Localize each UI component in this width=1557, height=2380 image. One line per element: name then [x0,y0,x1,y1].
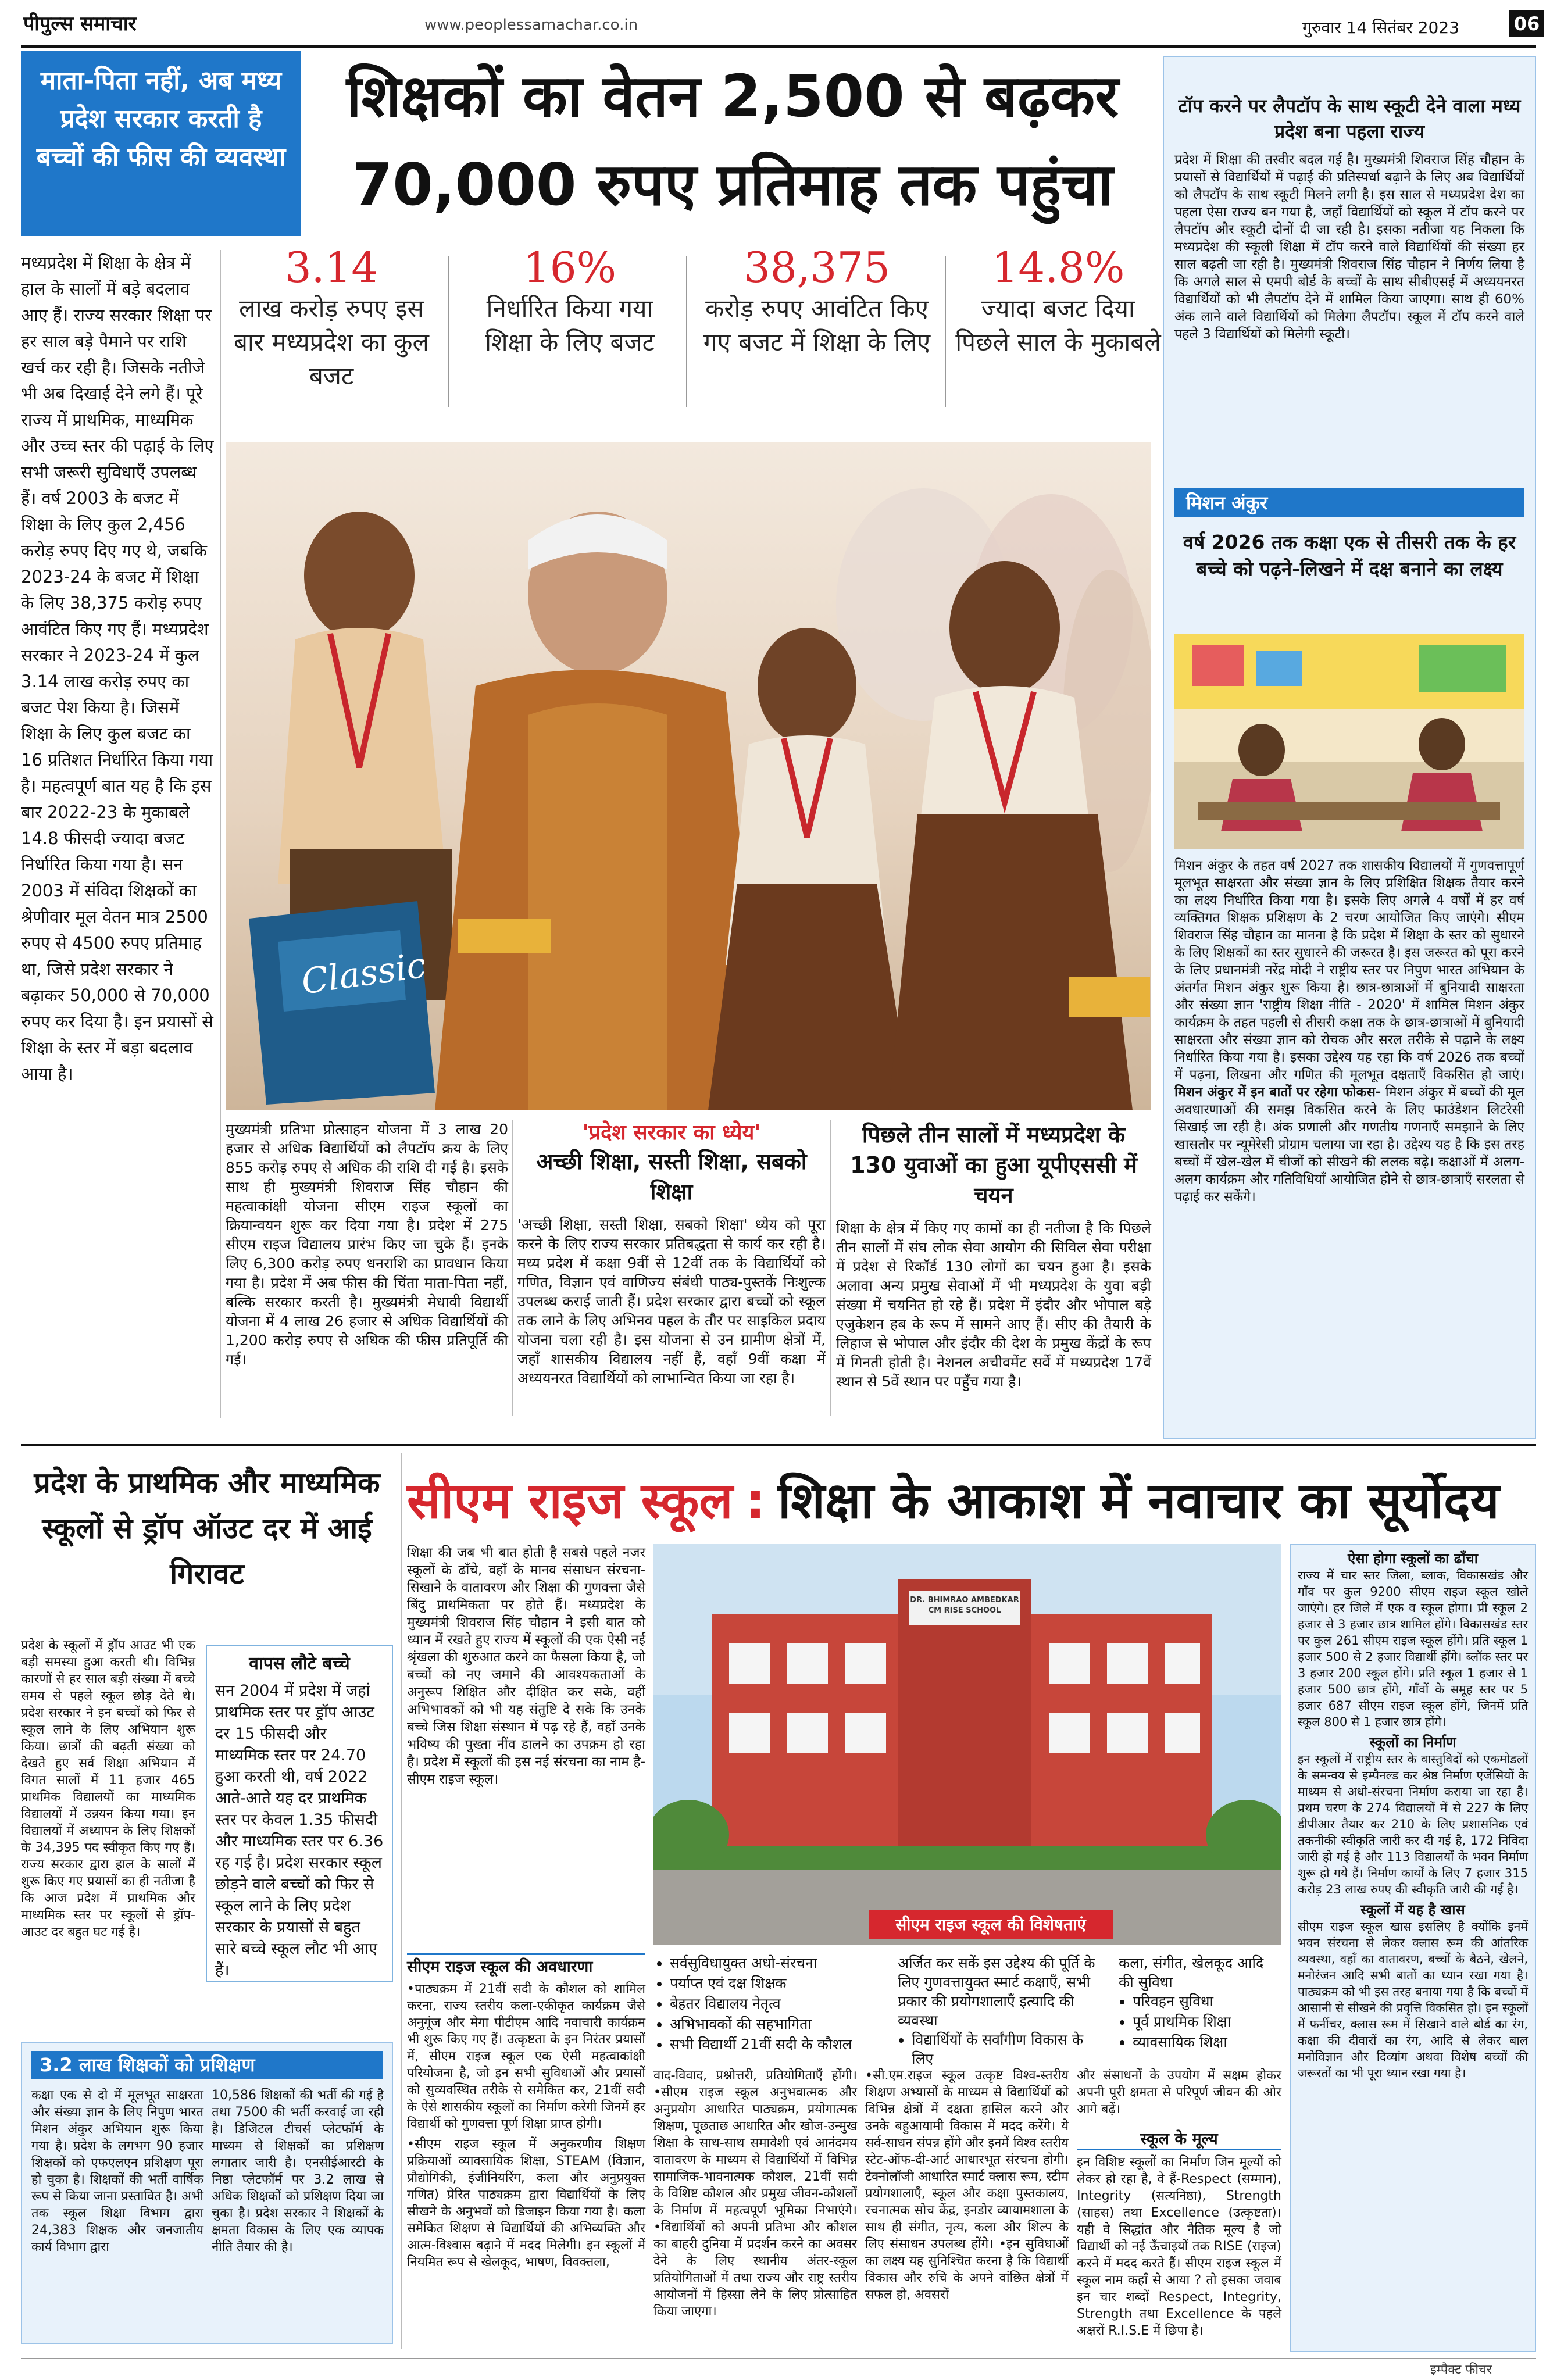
goal-body: 'अच्छी शिक्षा, सस्ती शिक्षा, सबको शिक्षा' ध्येय को पूरा करने के लिए राज्य सरकार प्रतिबद्धता से कार्य कर रही है। मध्य प्रदेश में कक्षा 9वीं से 12वीं तक के विद्यार्थियों को गणित, विज्ञान एवं वाणिज्य संबंधी पाठ्य-पुस्तकें निःशुल्क उपलब्ध कराई जाती हैं। प्रदेश सरकार द्वारा बच्चों को स्कूल तक लाने के लिए अभिनव पहल के तौर पर साइकिल प्रदाय योजना चला रही है। इस योजना से उन ग्रामीण क्षेत्रों में, जहाँ शासकीय विद्यालय नहीं हैं, वहाँ 9वीं कक्षा में अध्ययनरत विद्यार्थियों को लाभान्वित किया जा रहा है। [517,1216,826,1386]
mission-title: वर्ष 2026 तक कक्षा एक से तीसरी तक के हर बच्चे को पढ़ने-लिखने में दक्ष बनाने का लक्ष्य [1183,531,1516,580]
mid-column-2 [865,2067,1069,2358]
stat-allocated [695,243,939,359]
cm-rise-title: शिक्षा के आकाश में नवाचार का सूर्योदय [778,1472,1499,1530]
section-rule [21,1444,1536,1446]
mid-column-1 [653,2067,857,2358]
stat-divider [945,256,946,407]
kicker-box [21,51,301,236]
back-body: सन 2004 में प्रदेश में जहां प्राथमिक स्तर पर ड्रॉप आउट दर 15 फीसदी और माध्यमिक स्तर पर 24.70 हुआ करती थी, वर्ष 2022 आते-आते यह दर प्राथमिक स्तर पर केवल 1.35 फीसदी और माध्यमिक स्तर पर 6.36 रह गई है। प्रदेश सरकार स्कूल छोड़ने वाले बच्चों को फिर से स्कूल लाने के लिए प्रदेश सरकार के प्रयासों से बहुत सारे बच्चे स्कूल लौट भी आए हैं। [215,1682,384,1979]
features-box [653,1953,1281,2067]
features-c-lead: कला, संगीत, खेलकूद आदि की सुविधा [1119,1954,1264,1991]
headline-line-2: 70,000 रुपए प्रतिमाह तक पहुंचा [352,151,1113,219]
feature-item: • परिवहन सुविधा [1133,1992,1281,2011]
main-photo-children [226,442,1151,1110]
building-body: इन स्कूलों में राष्ट्रीय स्तर के वास्तुविदों को एकमोडलों के समन्वय से इम्पैनल्ड कर श्रेष्ठ निर्माण एजेंसियों के माध्यम से अधो-संरचना निर्माण कराया जा रहा है। प्रथम चरण के 274 विद्यालयों में से 227 के लिए डीपीआर तैयार कर 210 के लिए प्रशासनिक एवं तकनीकी स्वीकृति जारी कर दी गई है, 172 निविदा जारी हो गई है और 113 विद्यालयों के भवन निर्माण शुरू हो गये हैं। निर्माण कार्यों के लिए 7 हजार 315 करोड़ 23 लाख रुपए की स्वीकृति जारी की गई है। [1298,1752,1528,1896]
back-box [206,1645,393,1982]
school-sign: DR. BHIMRAO AMBEDKAR CM RISE SCHOOL [910,1596,1019,1615]
masthead-date: गुरुवार 14 सितंबर 2023 [1302,18,1459,37]
feature-item: • सभी विद्यार्थी 21वीं सदी के कौशल [670,2035,902,2054]
goal-title: अच्छी शिक्षा, सस्ती शिक्षा, सबको शिक्षा [536,1149,807,1205]
mid-column-2-text: •सी.एम.राइज स्कूल उत्कृष्ट विश्व-स्तरीय शिक्षण अभ्यासों के माध्यम से विद्यार्थियों को विभिन्न क्षेत्रों में दक्षता हासिल करने और उनके बहुआयामी विकास में मदद करेंगे। ये सर्व-साधन संपन्न होंगे और इनमें विश्व स्तरीय स्टेट-ऑफ-दी-आर्ट आधारभूत संरचना होगी। टेक्नोलॉजी आधारित स्मार्ट क्लास रूम, स्टीम प्रयोगशालाएँ, स्कूल और कक्षा पुस्तकालय, रचनात्मक सोच केंद्र, इनडोर व्यायामशाला के साथ ही संगीत, नृत्य, कला और शिल्प के लिए संसाधन उपलब्ध होंगे। •इन सुविधाओं का लक्ष्य यह सुनिश्चित करना है कि विद्यार्थी विकास और रुचि के अपने वांछित क्षेत्रों में सफल हो, अवसरों [865,2068,1069,2302]
caption-text: मुख्यमंत्री प्रतिभा प्रोत्साहन योजना में 3 लाख 20 हजार से अधिक विद्यार्थियों को लैपटॉप क्रय के लिए 855 करोड़ रुपए से अधिक की राशि दी गई है। इसके साथ ही मुख्यमंत्री शिवराज सिंह चौहान की महत्वाकांक्षी योजना सीएम राइज स्कूलों का क्रियान्वयन शुरू कर दिया गया है। प्रदेश में 275 सीएम राइज विद्यालय प्रारंभ किए जा चुके हैं। इनके लिए 6,300 करोड़ रुपए धनराशि का प्रावधान किया गया है। प्रदेश में अब फीस की चिंता माता-पिता नहीं, बल्कि सरकार करती है। मुख्यमंत्री मेधावी विद्यार्थी योजना में 4 लाख 26 हजार से अधिक विद्यार्थियों की 1,200 करोड़ रुपए से अधिक की फीस प्रतिपूर्ति की गई। [226,1121,508,1368]
features-list-b [898,2030,1107,2068]
values-title: स्कूल के मूल्य [1077,2129,1281,2150]
values-body: इन विशिष्ट स्कूलों का निर्माण जिन मूल्यों को लेकर हो रहा है, वे हैं-Respect (सम्मान), Integrity (सत्यनिष्ठा), Strength (साहस) तथा Excellence (उत्कृष्टता)। यही वे सिद्धांत और नैतिक मूल्य है जो विद्यार्थी को नई ऊँचाइयों तक RISE (राइज) करने में मदद करते हैं। सीएम राइज स्कूल में स्कूल नाम कहाँ से आया ? तो इसका जवाब इन चार शब्दों Respect, Integrity, Strength तथा Excellence के पहले अक्षरों R.I.S.E में छिपा है। [1077,2155,1281,2338]
goal-kicker: 'प्रदेश सरकार का ध्येय' [582,1121,761,1145]
mission-body [1174,857,1524,1427]
left-column-article [21,250,215,1424]
cm-rise-colon: : [745,1472,766,1530]
feature-item: • पूर्व प्राथमिक शिक्षा [1133,2012,1281,2031]
upsc-article [836,1120,1151,1422]
caption-article [226,1120,508,1422]
mid-column-3a: और संसाधनों के उपयोग में सक्षम होकर अपनी पूरी क्षमता से परिपूर्ण जीवन की ओर आगे बढ़ें। [1077,2068,1281,2117]
newspaper-logo: पीपुल्स समाचार [23,12,137,35]
upsc-body: शिक्षा के क्षेत्र में किए गए कामों का ही नतीजा है कि पिछले तीन सालों में संघ लोक सेवा आयोग की सिविल सेवा परीक्षा में प्रदेश से रिकॉर्ड 130 लोगों का चयन हुआ है। इसके अलावा अन्य प्रमुख सेवाओं में भी मध्यप्रदेश के युवा बड़ी संख्या में चयनित हो रहे हैं। प्रदेश में इंदौर और भोपाल बड़े एजुकेशन हब के रूप में सामने आए हैं। सीए की तैयारी के लिहाज से भोपाल और इंदौर की देश के प्रमुख केंद्रों के रूप में गिनती होती है। नेशनल अचीवमेंट सर्वे में मध्यप्रदेश 17वें स्थान से 5वें स्थान पर पहुँच गया है। [836,1220,1151,1390]
mission-tag-text: मिशन अंकुर [1186,492,1268,514]
building-title: स्कूलों का निर्माण [1369,1734,1456,1750]
masthead-rule [21,45,1536,48]
stat-increase [954,243,1163,359]
cm-rise-label: सीएम राइज स्कूल [407,1472,733,1530]
dropout-article [21,1637,195,2056]
masthead-url: www.peoplessamachar.co.in [424,16,638,34]
goal-article [517,1120,826,1422]
features-b-lead: अर्जित कर सकें इस उद्देश्य की पूर्ति के लिए गुणवत्तायुक्त स्मार्ट कक्षाएँ, सभी प्रकार की प्रयोगशालाएँ इत्यादि की व्यवस्था [898,1954,1095,2029]
structure-body: राज्य में चार स्तर जिला, ब्लाक, विकासखंड और गाँव पर कुल 9200 सीएम राइज स्कूल खोले जाएंगे। हर जिले में एक व स्कूल होगा। प्री स्कूल 2 हजार से 3 हजार छात्र शामिल होंगे। विकासखंड स्तर पर कुल 261 सीएम राइज स्कूल होंगे। प्रति स्कूल 1 हजार 500 से 2 हजार विद्यार्थी होंगे। ब्लॉक स्तर पर 3 हजार 200 स्कूल होंगे। प्रति स्कूल 1 हजार से 1 हजार 500 छात्र होंगे, गाँवों के समूह स्तर पर 5 हजार 687 सीएम राइज स्कूल होंगे, जिनमें प्रति स्कूल 800 से 1 हजार छात्र होंगे। [1298,1568,1528,1729]
stat-label: करोड़ रुपए आवंटित किए गए बजट में शिक्षा के लिए [703,294,931,356]
school-building-photo [653,1544,1281,1945]
training-right: 10,586 शिक्षकों की भर्ती की गई है तथा 7500 की भर्ती करवाई जा रही है। डिजिटल टीचर्स प्लेटफॉर्म के माध्यम से शिक्षकों का प्रशिक्षण लगातार जारी है। एनसीईआरटी के निष्ठा प्लेटफॉर्म पर 3.2 लाख से अधिक शिक्षकों को प्रशिक्षण दिया जा चुका है। प्रदेश सरकार ने शिक्षकों के क्षमता विकास के लिए एक व्यापक नीति तैयार की है। [212,2088,384,2254]
features-c [1119,1953,1281,2053]
laptop-body: प्रदेश में शिक्षा की तस्वीर बदल गई है। मुख्यमंत्री शिवराज सिंह चौहान के प्रयासों से विद्यार्थियों में पढ़ाई की प्रतिस्पर्धा बढ़ाने के लिए अब विद्यार्थियों को लैपटॉप के साथ स्कूटी मिलने लगी है। इस साल से मध्यप्रदेश देश का पहला ऐसा राज्य बन गया है, जहाँ विद्यार्थियों को स्कूल में टॉप करने पर लैपटॉप और स्कूटी दोनों दी जा रही है। इसका नतीजा यह निकला कि मध्यप्रदेश की स्कूली शिक्षा में टॉप करने वाले विद्यार्थियों की संख्या हर साल बढ़ती जा रही है। मुख्यमंत्री शिवराज सिंह चौहान ने निर्णय लिया है कि अगले साल से एमपी बोर्ड के बच्चों के साथ सीबीएसई में अध्ययनरत विद्यार्थियों को भी लैपटॉप देने में शामिल किया जाएगा। साथ ही 60% अंक लाने वाले विद्यार्थियों को मिलेगा लैपटॉप। स्कूल में टॉप करने वाले पहले 3 विद्यार्थियों को मिलेगी स्कूटी। [1174,152,1524,342]
mission-focus-label: मिशन अंकुर में इन बातों पर रहेगा फोकस- [1174,1085,1381,1100]
mid-column-3 [1077,2067,1281,2358]
column-divider [830,1120,831,1416]
dropout-title: प्रदेश के प्राथमिक और माध्यमिक स्कूलों से ड्रॉप ऑउट दर में आई गिरावट [34,1466,380,1591]
stat-share [459,243,680,359]
feature-item: • व्यावसायिक शिक्षा [1133,2032,1281,2052]
concept-title: सीएम राइज स्कूल की अवधारणा [407,1953,645,1977]
right-bottom-column [1290,1544,1536,2352]
classroom-illustration [1174,634,1524,849]
training-title: 3.2 लाख शिक्षकों को प्रशिक्षण [31,2051,383,2079]
concept-body-1: •पाठ्यक्रम में 21वीं सदी के कौशल को शामिल करना, राज्य स्तरीय कला-एकीकृत कार्यक्रम जैसे अनुगूंज और मेगा पीटीएम आदि नवाचारी कार्यक्रम भी शुरू किए गए हैं। उत्कृष्टता के इन निरंतर प्रयासों में, सीएम राइज स्कूल एक ऐसी महत्वाकांक्षी परियोजना है, जो इन सभी सुविधाओं और प्रयासों को सुव्यवस्थित तरीके से समेकित कर, 21वीं सदी के ऐसे शासकीय स्कूलों का निर्माण करेगी जिनमें हर विद्यार्थी को गुणवत्ता पूर्ण शिक्षा प्राप्त होगी। [407,1982,645,2131]
footer-rule [21,2358,1536,2359]
training-box [21,2042,393,2344]
why-title: स्कूलों में यह है खास [1360,1902,1465,1918]
training-left: कक्षा एक से दो में मूलभूत साक्षरता और संख्या ज्ञान के लिए निपुण भारत मिशन अंकुर अभियान शुरू किया गया है। प्रदेश के लगभग 90 हजार शिक्षकों को एफएलएन प्रशिक्षण पूरा हो चुका है। शिक्षकों की भर्ती वार्षिक रूप से किया जाना प्रस्तावित है। अभी तक स्कूल शिक्षा विभाग द्वारा 24,383 शिक्षक और जनजातीय कार्य विभाग द्वारा [31,2088,203,2254]
masthead [0,0,1557,47]
stat-label: लाख करोड़ रुपए इस बार मध्यप्रदेश का कुल बजट [234,294,429,390]
main-headline [314,52,1151,238]
laptop-title: टॉप करने पर लैपटॉप के साथ स्कूटी देने वाला मध्य प्रदेश बना पहला राज्य [1178,95,1521,142]
left-column-text: मध्यप्रदेश में शिक्षा के क्षेत्र में हाल के सालों में बड़े बदलाव आए हैं। राज्य सरकार शिक्षा पर हर साल बड़े पैमाने पर राशि खर्च कर रही है। जिसके नतीजे भी अब दिखाई देने लगे हैं। पूरे राज्य में प्राथमिक, माध्यमिक और उच्च स्तर की पढ़ाई के लिए सभी जरूरी सुविधाएँ उपलब्ध हैं। वर्ष 2003 के बजट में शिक्षा के लिए कुल 2,456 करोड़ रुपए दिए गए थे, जबकि 2023-24 के बजट में शिक्षा के लिए 38,375 करोड़ रुपए आवंटित किए गए हैं। मध्यप्रदेश सरकार ने 2023-24 में कुल 3.14 लाख करोड़ रुपए का बजट पेश किया है। जिसमें शिक्षा के लिए कुल बजट का 16 प्रतिशत निर्धारित किया गया है। महत्वपूर्ण बात यह है कि इस बार 2022-23 के मुकाबले 14.8 फीसदी ज्यादा बजट निर्धारित किया गया है। सन 2003 में संविदा शिक्षकों का श्रेणीवार मूल वेतन मात्र 2500 रुपए से 4500 रुपए प्रतिमाह था, जिसे प्रदेश सरकार ने बढ़ाकर 50,000 से 70,000 रुपए कर दिया है। इन प्रयासों से शिक्षा के स्तर में बड़ा बदलाव आया है। [21,253,214,1084]
stat-number: 38,375 [744,243,890,292]
column-divider [401,1453,402,2349]
headline-line-1: शिक्षकों का वेतन 2,500 से बढ़कर [346,62,1119,130]
stat-label: ज्यादा बजट दिया पिछले साल के मुकाबले [955,294,1161,356]
stat-budget [221,243,442,393]
stat-divider [686,256,687,407]
cm-rise-intro-text: शिक्षा की जब भी बात होती है सबसे पहले नजर स्कूलों के ढाँचे, वहाँ के मानव संसाधन संरचना-सिखाने के वातावरण और शिक्षा की गुणवत्ता जैसे बिंदु प्राथमिकता पर होते हैं। मध्यप्रदेश के मुख्यमंत्री शिवराज सिंह चौहान ने इसी बात को ध्यान में रखते हुए राज्य में स्कूलों की एक ऐसी नई श्रृंखला की शुरुआत करने का फैसला किया है, जो बच्चों को नए जमाने की आवश्यकताओं के अनुरूप शिक्षित और दीक्षित कर सके, वहीं अभिभावकों को भी यह संतुष्टि दे सके कि उनके बच्चे जिस शिक्षा संस्थान में पढ़ रहे हैं, वहाँ उनके भविष्य की पुख्ता नींव डालने का उपक्रम हो रहा है। प्रदेश में स्कूलों की इस नई संरचना का नाम है- सीएम राइज स्कूल। [407,1545,645,1787]
feature-item: • सर्वसुविधायुक्त अधो-संरचना [670,1953,902,1972]
stat-label: निर्धारित किया गया शिक्षा के लिए बजट [485,294,655,356]
back-title: वापस लौटे बच्चे [249,1653,350,1674]
mission-focus-body: मिशन अंकुर में बच्चों की मूल अवधारणाओं की समझ विकसित करने के लिए फाउंडेशन लिटरेसी सिखाई जा रही है। अंक प्रणाली और गणतीय गणनाएँ समझाने के लिए खासतौर पर न्यूमेरेसी प्रोग्राम चलाया जा रहा है। उद्देश्य यह है कि इस तरह बच्चों में खेल-खेल में चीजों को सीखने की ललक बढ़े। कक्षाओं में अलग-अलग कार्यक्रम और गतिविधियाँ आयोजित होने से छात्र-छात्राएँ सरलता से पढ़ाई कर सकेंगे। [1174,1085,1524,1205]
stat-number: 14.8% [991,243,1125,292]
classroom-photo [1174,634,1524,849]
mid-column-1-text: वाद-विवाद, प्रश्नोत्तरी, प्रतियोगिताएँ होंगी। •सीएम राइज स्कूल अनुभवात्मक और अनुप्रयोग आधारित पाठ्यक्रम, प्रयोगात्मक शिक्षण, पूछताछ आधारित और खोज-उन्मुख शिक्षा के साथ-साथ समावेशी एवं आनंदमय वातावरण के माध्यम से विद्यार्थियों में विभिन्न सामाजिक-भावनात्मक कौशल, 21वीं सदी के विशिष्ट कौशल और प्रमुख जीवन-कौशलों के निर्माण में महत्वपूर्ण भूमिका निभाएंगे। •विद्यार्थियों को अपनी प्रतिभा और कौशल का बाहरी दुनिया में प्रदर्शन करने का अवसर देने के लिए स्थानीय अंतर-स्कूल प्रतियोगिताओं में तथा राज्य और राष्ट्र स्तरीय आयोजनों में हिस्सा लेने के लिए प्रोत्साहित किया जाएगा। [653,2068,857,2319]
features-list-a [653,1953,902,2055]
feature-item: • बेहतर विद्यालय नेतृत्व [670,1994,902,2013]
footer-credit: इम्पैक्ट फीचर [1430,2363,1492,2377]
feature-item: • विद्यार्थियों के सर्वांगीण विकास के लिए [912,2030,1107,2068]
feature-item: • पर्याप्त एवं दक्ष शिक्षक [670,1974,902,1993]
features-b [898,1953,1107,2070]
stat-divider [448,256,449,407]
mission-tag [1174,488,1524,517]
dropout-body: प्रदेश के स्कूलों में ड्रॉप आउट भी एक बड़ी समस्या हुआ करती थी। विभिन्न कारणों से हर साल बड़ी संख्या में बच्चे समय से पहले स्कूल छोड़ देते थे। प्रदेश सरकार ने इन बच्चों को फिर से स्कूल लाने के लिए अभियान शुरू किया। छात्रों की बढ़ती संख्या को देखते हुए सर्व शिक्षा अभियान में विगत सालों में 11 हजार 465 प्राथमिक विद्यालयों का माध्यमिक विद्यालयों में उन्नयन किया गया। इन विद्यालयों में अध्यापन के लिए शिक्षकों के 34,395 पद स्वीकृत किए गए हैं। राज्य सरकार द्वारा हाल के सालों में शुरू किए गए प्रयासों का ही नतीजा है कि आज प्रदेश में प्राथमिक और माध्यमिक स्तर पर स्कूलों से ड्रॉप-आउट दर बहुत घट गई है। [21,1638,195,1939]
cm-rise-intro [407,1544,645,1945]
upsc-title: पिछले तीन सालों में मध्यप्रदेश के 130 युवाओं का हुआ यूपीएससी में चयन [850,1122,1137,1208]
column-divider [512,1120,513,1416]
photo-illustration [226,442,1151,1110]
laptop-article [1174,93,1524,477]
mission-body-text: मिशन अंकुर के तहत वर्ष 2027 तक शासकीय विद्यालयों में गुणवत्तापूर्ण मूलभूत साक्षरता और संख्या ज्ञान के लिए प्रशिक्षित शिक्षक तैयार करने का लक्ष्य निर्धारित किया गया है। इसके लिए अगले 4 वर्षों में हर वर्ष व्यक्तिगत शिक्षक प्रशिक्षण के 2 चरण आयोजित किए जाएंगे। सीएम शिवराज सिंह चौहान का मानना है कि प्रदेश में शिक्षा के स्तर को सुधारने के लिए शिक्षकों का स्तर सुधारने की जरूरत है। इस जरूरत को पूरा करने के लिए प्रधानमंत्री नरेंद्र मोदी ने राष्ट्रीय स्तर पर निपुण भारत अभियान के अंतर्गत मिशन अंकुर शुरू किया है। छात्र-छात्राओं में बुनियादी साक्षरता और संख्या ज्ञान 'राष्ट्रीय शिक्षा नीति - 2020' में शामिल मिशन अंकुर कार्यक्रम के तहत पहली से तीसरी कक्षा तक के छात्र-छात्राओं में बुनियादी साक्षरता और संख्या ज्ञान को रोचक और सरल तरीके से पढ़ाने के लक्ष्य निर्धारित किया गया है। इसका उद्देश्य यह रहा कि वर्ष 2026 तक बच्चों में पढ़ना, लिखना और गणित की मूलभूत दक्षताएँ विकसित हो जाएं। [1174,858,1524,1082]
kicker-text: माता-पिता नहीं, अब मध्य प्रदेश सरकार करती है बच्चों की फीस की व्यवस्था [36,66,286,172]
concept-article [407,1953,645,2354]
concept-body-2: •सीएम राइज स्कूल में अनुकरणीय शिक्षण प्रक्रियाओं व्यावसायिक शिक्षा, STEAM (विज्ञान, प्रौद्योगिकी, इंजीनियरिंग, कला और अनुप्रयुक्त गणित) प्रेरित पाठ्यक्रम द्वारा विद्यार्थियों के लिए सीखने के अनुभवों को डिजाइन किया गया है। कला समेकित शिक्षण से विद्यार्थियों की अभिव्यक्ति और आत्म-विश्वास बढ़ाने में मदद मिलेगी। इन स्कूलों में नियमित रूप से खेलकूद, भाषण, विवक्तला, [407,2137,645,2270]
column-divider [220,250,221,1418]
why-body: सीएम राइज स्कूल खास इसलिए है क्योंकि इनमें भवन संरचना से लेकर क्लास रूम की आंतरिक व्यवस्था, वहाँ का वातावरण, बच्चों के बैठने, खेलने, मनोरंजन आदि सभी बातों का ध्यान रखा गया है। पाठ्यक्रम को भी इस तरह बनाया गया है कि बच्चों में आसानी से सीखने की प्रवृत्ति विकसित हो। इन स्कूलों में फर्नीचर, क्लास रूम में सिखाने वाले बोर्ड का रंग, कक्षा की दीवारों का रंग, आदि से लेकर बाल मनोविज्ञान और दिव्यांग अथवा विशेष बच्चों की जरूरतों का भी पूरा ध्यान रखा गया है। [1298,1920,1528,2080]
feature-item: • अभिभावकों की सहभागिता [670,2014,902,2034]
photo-label: सीएम राइज स्कूल की विशेषताएं [869,1910,1113,1939]
page-number: 06 [1509,10,1544,37]
cm-rise-headline [407,1465,1536,1535]
stat-number: 16% [523,243,617,292]
features-list-c [1119,1992,1281,2052]
structure-title: ऐसा होगा स्कूलों का ढाँचा [1348,1550,1478,1567]
bag-brand-text: Classic [299,945,429,1003]
stat-number: 3.14 [284,243,378,292]
